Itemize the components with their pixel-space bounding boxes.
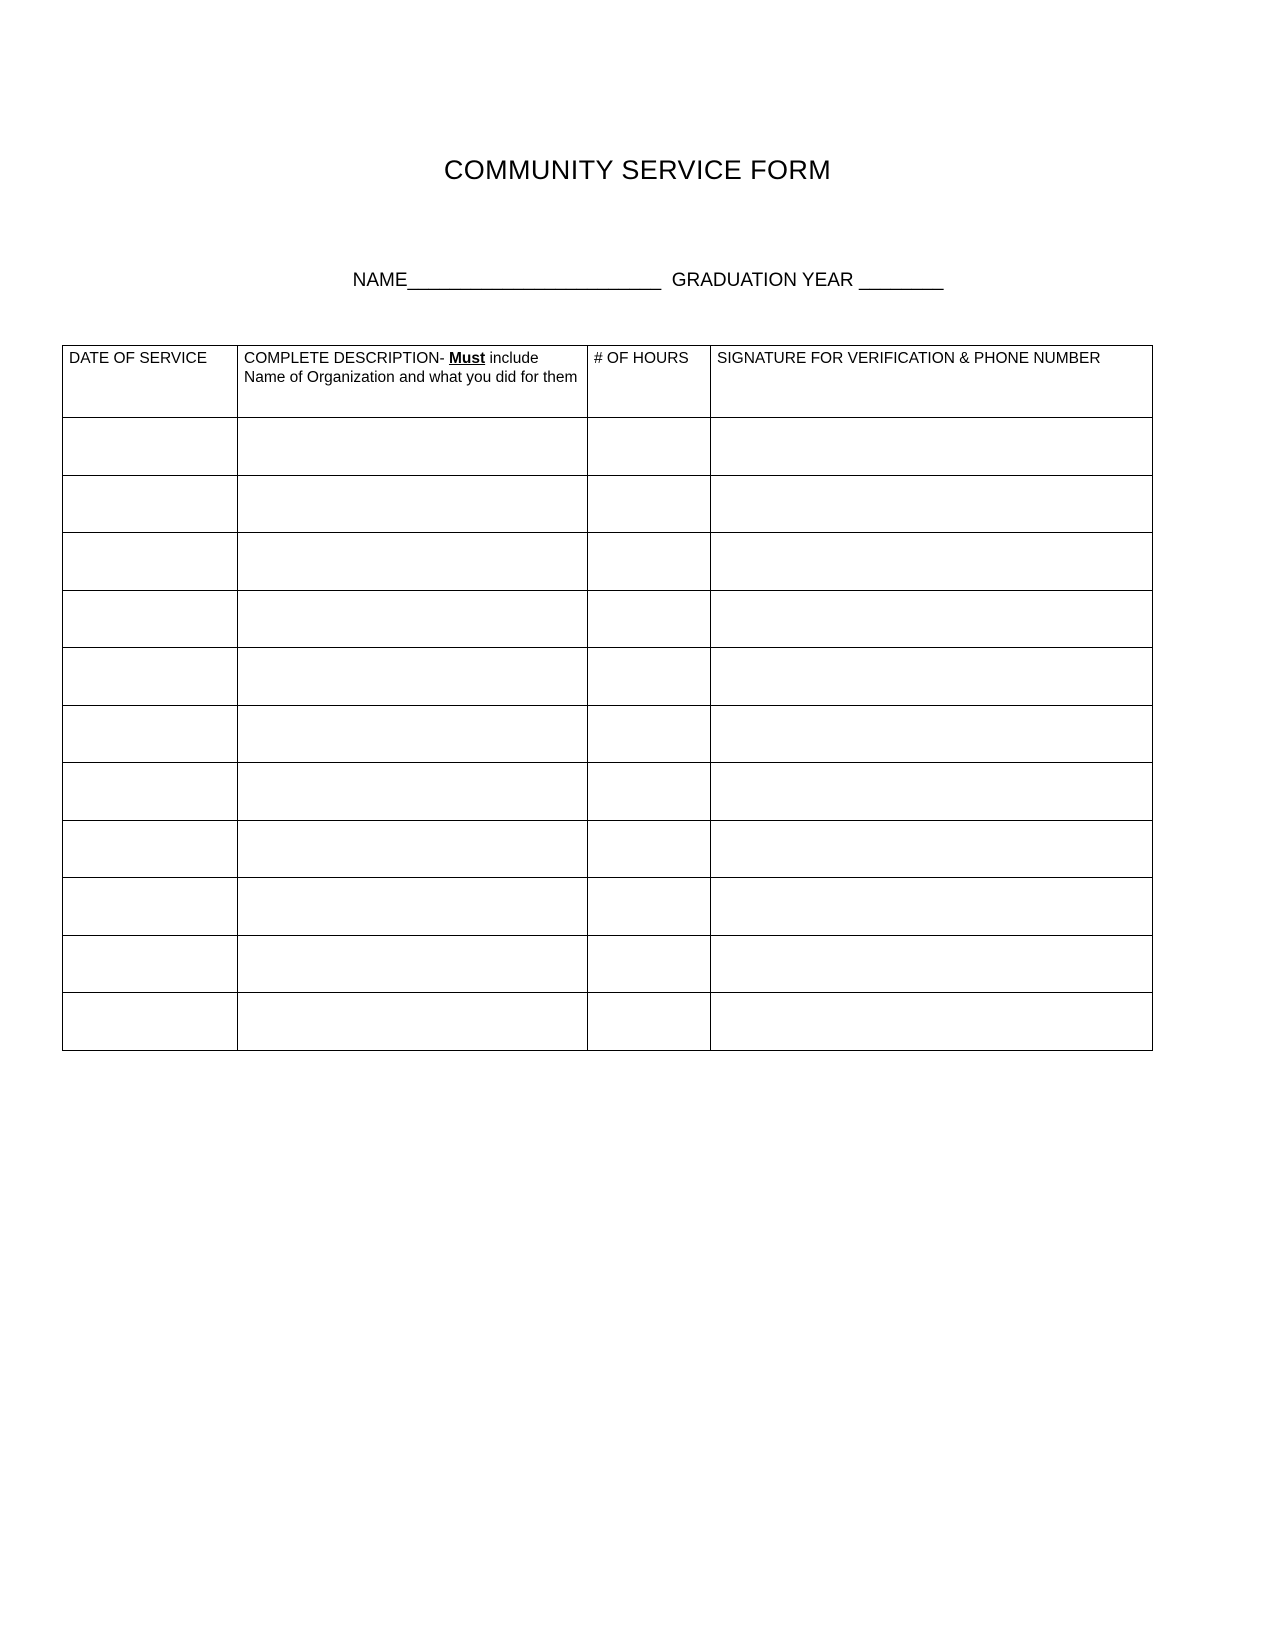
cell-hours[interactable] [588,763,711,821]
cell-description[interactable] [238,878,588,936]
cell-signature[interactable] [711,935,1153,993]
cell-signature[interactable] [711,648,1153,706]
cell-description[interactable] [238,993,588,1051]
identity-line [0,248,1275,314]
cell-description[interactable] [238,648,588,706]
cell-date[interactable] [63,935,238,993]
graduation-year-blank-field[interactable]: ________ [858,270,944,291]
table-row [63,935,1153,993]
cell-hours[interactable] [588,418,711,476]
cell-date[interactable] [63,418,238,476]
cell-hours[interactable] [588,820,711,878]
header-description-prefix: COMPLETE DESCRIPTION- [244,350,449,367]
cell-date[interactable] [63,878,238,936]
cell-date[interactable] [63,648,238,706]
community-service-table [62,345,1153,1051]
table-row [63,763,1153,821]
header-signature-verification: SIGNATURE FOR VERIFICATION & PHONE NUMBER [711,346,1153,418]
cell-signature[interactable] [711,590,1153,648]
table-row [63,475,1153,533]
cell-date[interactable] [63,590,238,648]
cell-date[interactable] [63,820,238,878]
cell-date[interactable] [63,533,238,591]
cell-signature[interactable] [711,820,1153,878]
table-row [63,590,1153,648]
name-label: NAME [352,270,408,291]
page-title: COMMUNITY SERVICE FORM [443,155,832,185]
table-body [63,346,1153,1051]
cell-signature[interactable] [711,993,1153,1051]
header-date-of-service: DATE OF SERVICE [63,346,238,418]
name-blank-field[interactable]: ________________________ [407,270,662,291]
cell-hours[interactable] [588,935,711,993]
graduation-year-label: GRADUATION YEAR [671,270,854,291]
cell-description[interactable] [238,418,588,476]
table-row [63,418,1153,476]
cell-description[interactable] [238,533,588,591]
cell-description[interactable] [238,935,588,993]
cell-description[interactable] [238,705,588,763]
cell-signature[interactable] [711,763,1153,821]
cell-date[interactable] [63,993,238,1051]
table-header-row [63,346,1153,418]
header-number-of-hours: # OF HOURS [588,346,711,418]
table-row [63,993,1153,1051]
cell-hours[interactable] [588,648,711,706]
cell-hours[interactable] [588,533,711,591]
cell-hours[interactable] [588,705,711,763]
cell-signature[interactable] [711,475,1153,533]
identity-spacer [661,270,672,291]
cell-description[interactable] [238,820,588,878]
cell-hours[interactable] [588,878,711,936]
table-row [63,705,1153,763]
cell-hours[interactable] [588,590,711,648]
header-description-suffix: include Name of Organization and what you did for them [244,350,578,386]
cell-signature[interactable] [711,705,1153,763]
cell-date[interactable] [63,475,238,533]
header-description-must: Must [448,350,486,367]
cell-hours[interactable] [588,993,711,1051]
cell-hours[interactable] [588,475,711,533]
cell-description[interactable] [238,763,588,821]
table-row [63,820,1153,878]
table-row [63,533,1153,591]
header-complete-description [238,346,588,418]
cell-date[interactable] [63,763,238,821]
cell-description[interactable] [238,475,588,533]
table-row [63,878,1153,936]
table-row [63,648,1153,706]
cell-signature[interactable] [711,418,1153,476]
cell-signature[interactable] [711,878,1153,936]
cell-description[interactable] [238,590,588,648]
cell-date[interactable] [63,705,238,763]
cell-signature[interactable] [711,533,1153,591]
